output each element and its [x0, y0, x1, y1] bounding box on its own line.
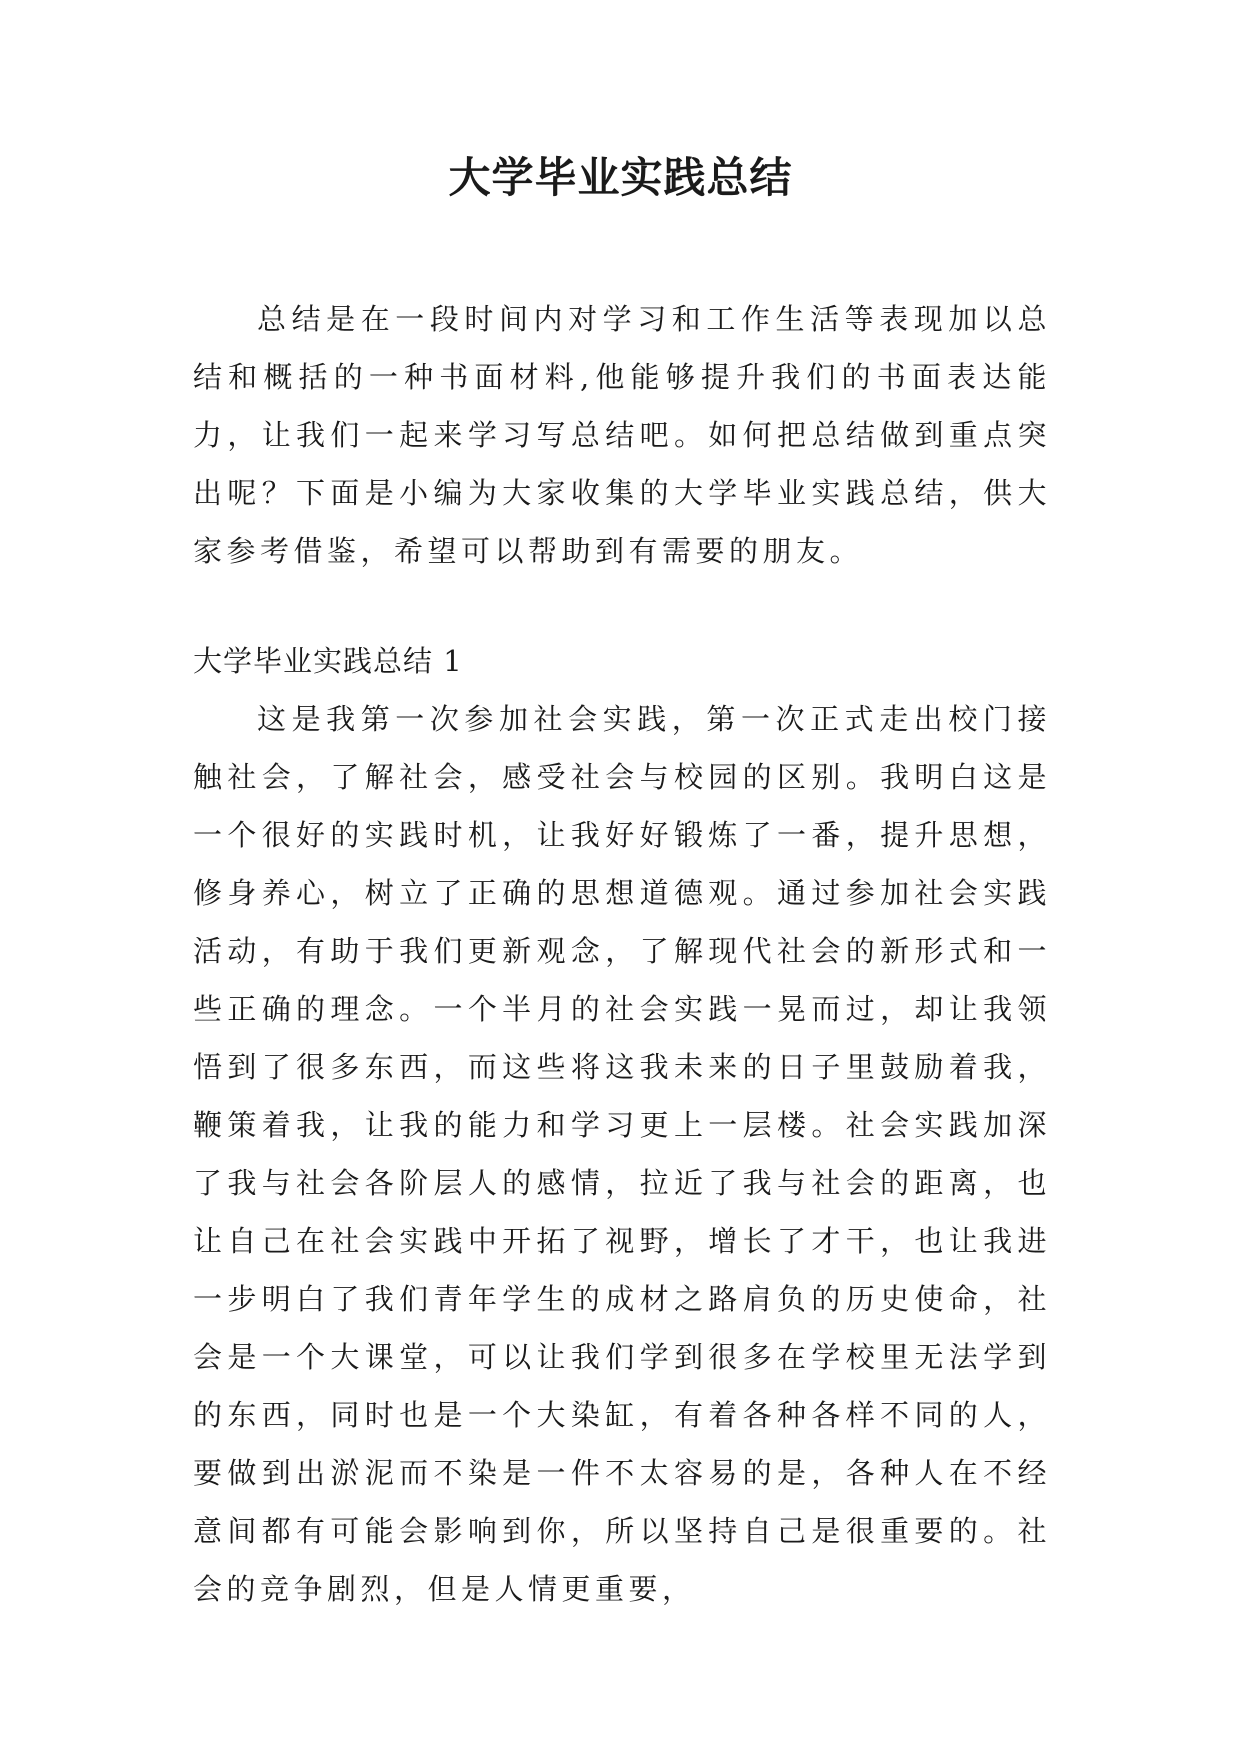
- section-paragraph-1: 这是我第一次参加社会实践，第一次正式走出校门接触社会，了解社会，感受社会与校园的区别。我明白这是一个很好的实践时机，让我好好锻炼了一番，提升思想，修身养心，树立了正确的思想道德观。通过参加社会实践活动，有助于我们更新观念，了解现代社会的新形式和一些正确的理念。一个半月的社会实践一晃而过，却让我领悟到了很多东西，而这些将这我未来的日子里鼓励着我，鞭策着我，让我的能力和学习更上一层楼。社会实践加深了我与社会各阶层人的感情，拉近了我与社会的距离，也让自己在社会实践中开拓了视野，增长了才干，也让我进一步明白了我们青年学生的成材之路肩负的历史使命，社会是一个大课堂，可以让我们学到很多在学校里无法学到的东西，同时也是一个大染缸，有着各种各样不同的人，要做到出淤泥而不染是一件不太容易的是，各种人在不经意间都有可能会影响到你，所以坚持自己是很重要的。社会的竞争剧烈，但是人情更重要，: [193, 702, 1051, 1606]
- intro-paragraph: 总结是在一段时间内对学习和工作生活等表现加以总结和概括的一种书面材料,他能够提升我们的书面表达能力，让我们一起来学习写总结吧。如何把总结做到重点突出呢？下面是小编为大家收集的大学毕业实践总结，供大家参考借鉴，希望可以帮助到有需要的朋友。: [193, 302, 1051, 568]
- section-heading-1: 大学毕业实践总结 1: [193, 644, 463, 678]
- document-title: 大学毕业实践总结: [448, 153, 793, 202]
